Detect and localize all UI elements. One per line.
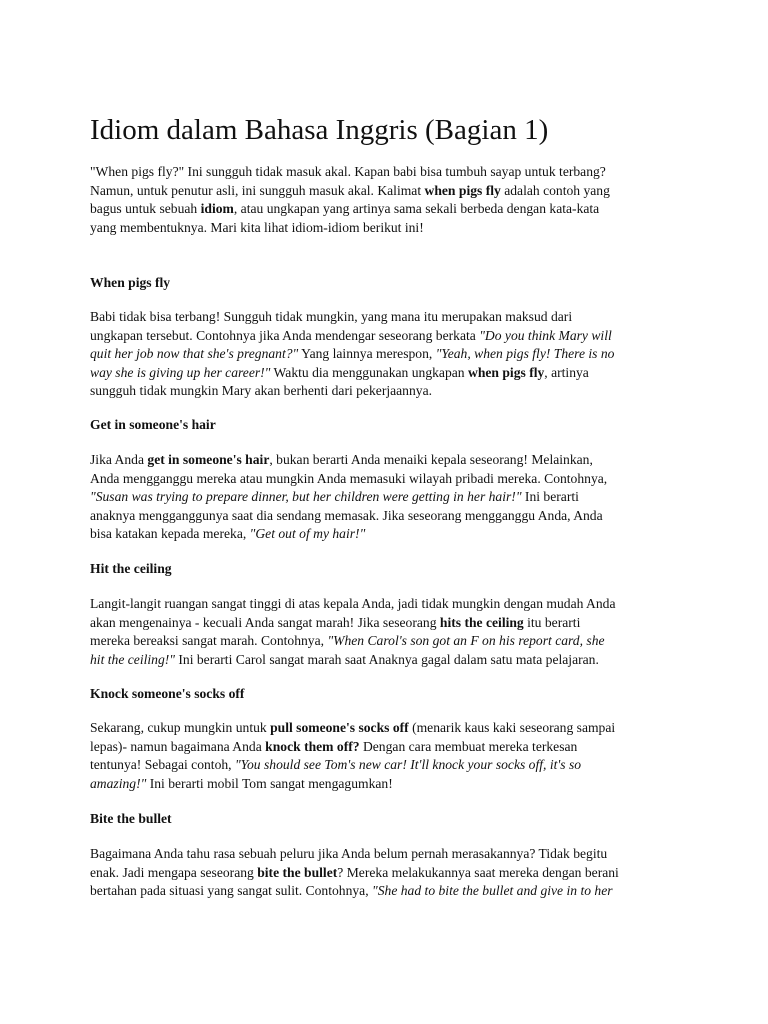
example-quote: "Get out of my hair!" — [249, 526, 366, 541]
section-heading: Hit the ceiling — [90, 561, 172, 576]
section-heading: Get in someone's hair — [90, 417, 216, 432]
intro-paragraph — [90, 163, 680, 237]
intro-line-2: Namun, untuk penutur asli, ini sungguh masuk akal. Kalimat when pigs fly adalah contoh yang — [90, 182, 610, 198]
example-quote: amazing!" — [90, 775, 147, 791]
section-paragraph: Sekarang, cukup mungkin untuk pull someone's socks off (menarik kaus kaki seseorang sampai lepas)- namun bagaimana Anda knock them off? Dengan cara membuat mereka terkesan tentunya! Sebagai contoh, "You should see Tom's new car! It'll knock your socks off, it's so amazing!" Ini berarti mobil Tom sangat mengagumkan! — [90, 720, 616, 791]
page-title: Idiom dalam Bahasa Inggris (Bagian 1) — [90, 114, 549, 146]
idiom-term: knock them off? — [265, 738, 360, 754]
idiom-term: get in someone's hair — [147, 452, 270, 467]
idiom-term: when pigs fly — [424, 182, 501, 198]
section-paragraph: Jika Anda get in someone's hair, bukan berarti Anda menaiki kepala seseorang! Melainkan, Anda mengganggu mereka atau mungkin Anda memasuki wilayah pribadi mereka. Contohnya, "Susan was trying to prepare dinner, but her children were getting in her hair!" Ini berarti anaknya mengganggunya saat dia sendang memasak. Jika seseorang mengganggu Anda, Anda bisa katakan kepada mereka, "Get out of my hair!" — [90, 452, 608, 541]
idiom-term: bite the bullet — [257, 864, 338, 880]
intro-line-1: "When pigs fly?" Ini sungguh tidak masuk akal. Kapan babi bisa tumbuh sayap untuk terbang? — [90, 164, 606, 179]
section-heading: Bite the bullet — [90, 811, 172, 826]
example-quote: hit the ceiling!" — [90, 651, 175, 667]
example-quote: quit her job now that she's pregnant?" — [90, 346, 299, 361]
intro-line-3: bagus untuk sebuah idiom, atau ungkapan yang artinya sama sekali berbeda dengan kata-kata — [90, 201, 600, 216]
idiom-term: pull someone's socks off — [270, 720, 409, 735]
example-quote: "Do you think Mary will — [479, 327, 612, 343]
example-quote: "Susan was trying to prepare dinner, but her children were getting in her hair!" — [90, 489, 522, 504]
example-quote: "You should see Tom's new car! It'll knock your socks off, it's so — [234, 757, 582, 772]
example-quote: "Yeah, when pigs fly! There is no — [435, 346, 615, 361]
example-quote: "She had to bite the bullet and give in to her — [372, 883, 613, 898]
intro-line-4: yang membentuknya. Mari kita lihat idiom-idiom berikut ini! — [90, 219, 424, 235]
example-quote: way she is giving up her career!" — [90, 364, 271, 380]
section-paragraph: Langit-langit ruangan sangat tinggi di atas kepala Anda, jadi tidak mungkin dengan mudah Anda akan mengenainya - kecuali Anda sangat marah! Jika seseorang hits the ceiling itu berarti mereka bereaksi sangat marah. Contohnya, "When Carol's son got an F on his report card, she hit the ceiling!" Ini berarti Carol sangat marah saat Anaknya gagal dalam satu mata pelajaran. — [90, 596, 616, 667]
section-paragraph: Bagaimana Anda tahu rasa sebuah peluru jika Anda belum pernah merasakannya? Tidak begitu enak. Jadi mengapa seseorang bite the bullet? Mereka melakukannya saat mereka dengan berani bertahan pada situasi yang sangat sulit. Contohnya, "She had to bite the bullet and give in to her — [90, 846, 619, 898]
section-heading: When pigs fly — [90, 275, 171, 290]
idiom-term: idiom — [200, 201, 234, 216]
section-paragraph: Babi tidak bisa terbang! Sungguh tidak mungkin, yang mana itu merupakan maksud dari ungkapan tersebut. Contohnya jika Anda mendengar seseorang berkata "Do you think Mary will quit her job now that she's pregnant?" Yang lainnya merespon, "Yeah, when pigs fly! There is no way she is giving up her career!" Waktu dia menggunakan ungkapan when pigs fly, artinya sungguh tidak mungkin Mary akan berhenti dari pekerjaannya. — [90, 309, 615, 398]
idiom-term: when pigs fly — [468, 364, 545, 380]
example-quote: "When Carol's son got an F on his report card, she — [327, 633, 605, 648]
section-heading: Knock someone's socks off — [90, 686, 245, 701]
idiom-term: hits the ceiling — [439, 614, 524, 630]
